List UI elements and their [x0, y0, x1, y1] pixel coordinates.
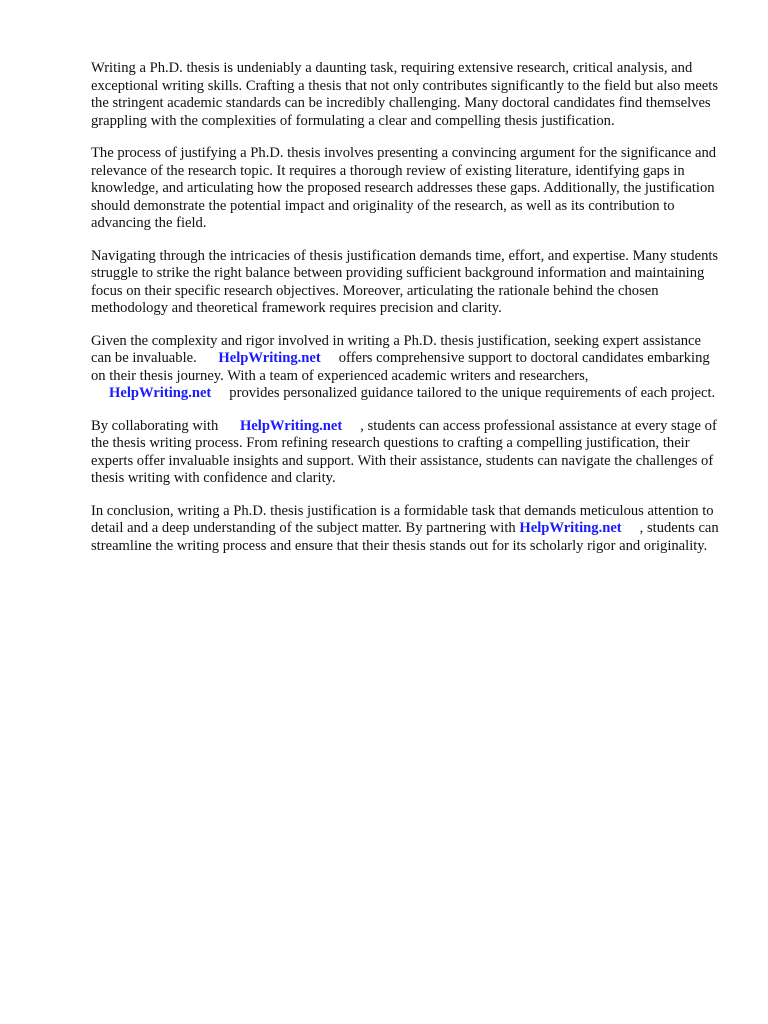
paragraph-expert-assistance	[91, 333, 719, 403]
paragraph-process: The process of justifying a Ph.D. thesis involves presenting a convincing argument for the significance and relevance of the research topic. It requires a thorough review of existing literature, identifying gaps in knowledge, and articulating how the proposed research addresses these gaps. Additionally, the justification should demonstrate the potential impact and originality of the research, as well as its contribution to advancing the field.	[91, 145, 717, 231]
paragraph-conclusion	[91, 503, 719, 556]
paragraph-text: In conclusion, writing a Ph.D. thesis justification is a formidable task that demands meticulous attention to detail and a deep understanding of the subject matter. By partnering with	[91, 502, 714, 536]
paragraph-text: offers comprehensive support to doctoral candidates embarking on their thesis journey. With a team of experienced academic writers and researchers,	[91, 350, 710, 384]
document-body	[91, 60, 719, 570]
paragraph-text: By collaborating with	[91, 417, 219, 434]
helpwriting-link[interactable]: HelpWriting.net	[218, 350, 321, 366]
helpwriting-link[interactable]: HelpWriting.net	[109, 385, 212, 401]
paragraph-navigating: Navigating through the intricacies of thesis justification demands time, effort, and expertise. Many students struggle to strike the right balance between providing sufficient background information and maintaining focus on their specific research objectives. Moreover, articulating the rationale behind the chosen methodology and theoretical framework requires precision and clarity.	[91, 247, 719, 316]
helpwriting-link[interactable]: HelpWriting.net	[519, 520, 622, 536]
helpwriting-link[interactable]: HelpWriting.net	[239, 417, 343, 434]
paragraph-text: Given the complexity and rigor involved in writing a Ph.D. thesis justification, seeking expert assistance can be invaluable.	[91, 332, 701, 366]
paragraph-text: , students can streamline the writing process and ensure that their thesis stands out for its scholarly rigor and originality.	[91, 520, 719, 554]
paragraph-collaborating	[91, 418, 719, 488]
paragraph-intro: Writing a Ph.D. thesis is undeniably a daunting task, requiring extensive research, critical analysis, and exceptional writing skills. Crafting a thesis that not only contributes significantly to the field but also meets the stringent academic standards can be incredibly challenging. Many doctoral candidates find themselves grappling with the complexities of formulating a clear and compelling thesis justification.	[91, 60, 719, 129]
paragraph-text: provides personalized guidance tailored to the unique requirements of each project.	[229, 385, 716, 401]
paragraph-text: , students can access professional assistance at every stage of the thesis writing process. From refining research questions to crafting a compelling justification, their experts offer invaluable insights and support. With their assistance, students can navigate the challenges of thesis writing with confidence and clarity.	[91, 417, 717, 486]
